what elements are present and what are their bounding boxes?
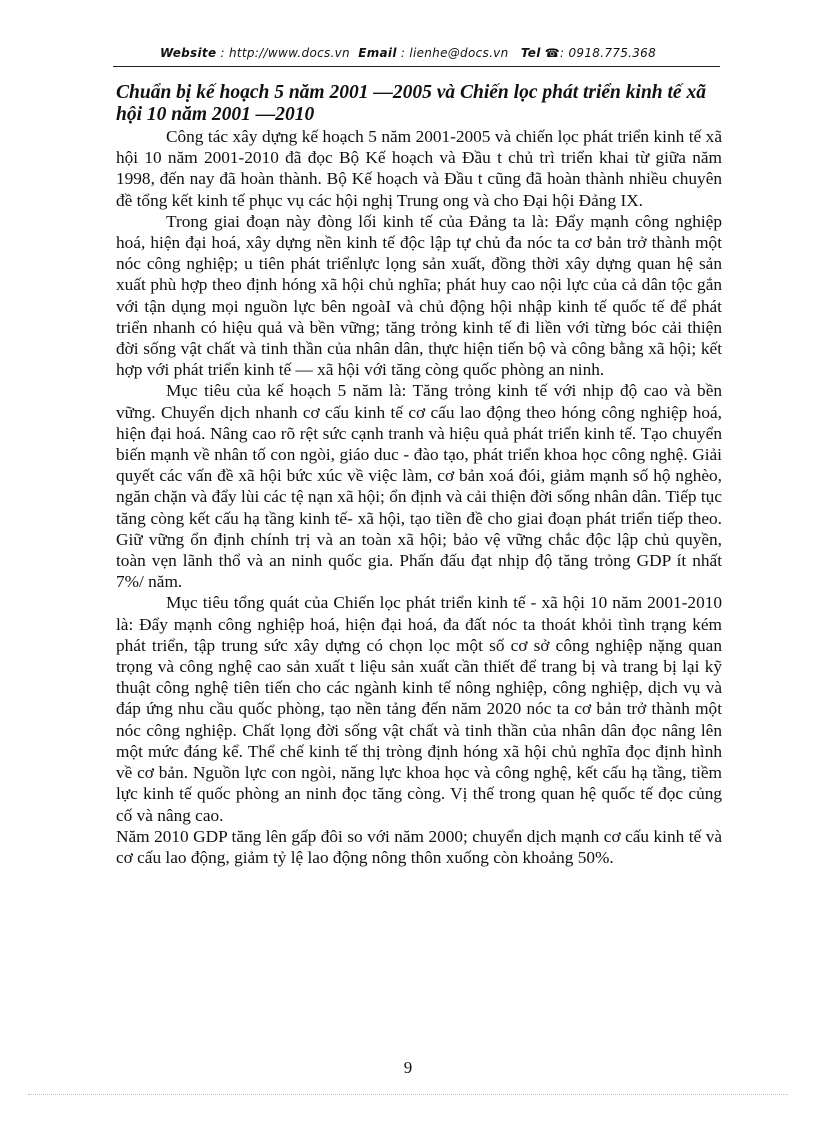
- page-header: [0, 46, 816, 60]
- email-value: : lienhe@docs.vn: [400, 46, 509, 60]
- tel-label: Tel: [520, 46, 541, 60]
- tel-value: ☎: 0918.775.368: [544, 46, 657, 60]
- body-paragraph-2: Trong giai đoạn này đòng lối kinh tế của Đảng ta là: Đẩy mạnh công nghiệp hoá, hiện đại hoá, xây dựng nền kinh tế độc lập tự chủ đa nóc ta cơ bản trở thành một nóc công nghiệp; u tiên phát triểnlực lọng sản xuất, đồng thời xây dựng quan hệ sản xuất phù hợp theo định hóng xã hội chủ nghĩa; phát huy cao nội lực của cả dân tộc gắn với tận dụng mọi nguồn lực bên ngoàI và chủ động hội nhập kinh tế quốc tế để phát triển nhanh có hiệu quả và bền vững; tăng trỏng kinh tế đi liền với từng bóc cải thiện đời sống vật chất và tinh thần của nhân dân, thực hiện tiến bộ và công bằng xã hội; kết hợp với phát triển kinh tế — xã hội với tăng còng quốc phòng an ninh.: [116, 211, 722, 380]
- body-paragraph-1: Công tác xây dựng kế hoạch 5 năm 2001-2005 và chiến lọc phát triển kinh tế xã hội 10 năm 2001-2010 đã đọc Bộ Kế hoạch và Đầu t chủ trì triển khai từ giữa năm 1998, đến nay đã hoàn thành. Bộ Kế hoạch và Đầu t cũng đã hoàn thành nhiều chuyên đề tổng kết kinh tế phục vụ các hội nghị Trung ong và cho Đại hội Đảng IX.: [116, 127, 722, 210]
- website-label: Website: [159, 46, 217, 60]
- footer-divider: [28, 1094, 788, 1095]
- body-paragraph-5: Năm 2010 GDP tăng lên gấp đôi so với năm 2000; chuyển dịch mạnh cơ cấu kinh tế và cơ cấu lao động, giảm tỷ lệ lao động nông thôn xuống còn khoảng 50%.: [116, 826, 722, 867]
- email-label: Email: [358, 46, 397, 60]
- website-value: : http://www.docs.vn: [220, 46, 350, 60]
- document-title: Chuẩn bị kế hoạch 5 năm 2001 —2005 và Chiến lọc phát triển kinh tế xã hội 10 năm 2001 —2010: [116, 82, 706, 125]
- page-number: 9: [403, 1058, 413, 1077]
- body-paragraph-4: Mục tiêu tổng quát của Chiến lọc phát triển kinh tế - xã hội 10 năm 2001-2010 là: Đẩy mạnh công nghiệp hoá, hiện đại hoá, đa đất nóc ta thoát khỏi tình trạng kém phát triển, tập trung sức xây dựng có chọn lọc một số cơ sở công nghiệp nặng quan trọng và công nghệ cao sản xuất t liệu sản xuất cần thiết để trang bị và trang bị lại kỹ thuật công nghệ tiên tiến cho các ngành kinh tế nông nghiệp, công nghiệp, dịch vụ và đáp ứng nhu cầu quốc phòng, tạo nền tảng đến năm 2020 nóc ta cơ bản trở thành một nóc công nghiệp. Chất lọng đời sống vật chất và tinh thần của nhân dân đọc nâng lên một mức đáng kể. Thể chế kinh tế thị tròng định hóng xã hội chủ nghĩa đọc định hình về cơ bản. Nguồn lực con ngòi, năng lực khoa học và công nghệ, kết cấu hạ tầng, tiềm lực kinh tế quốc phòng an ninh đọc tăng còng. Vị thế trong quan hệ quốc tế đọc củng cố và nâng cao.: [116, 593, 722, 825]
- body-paragraph-3: Mục tiêu của kế hoạch 5 năm là: Tăng trỏng kinh tế với nhịp độ cao và bền vững. Chuyển dịch nhanh cơ cấu kinh tế cơ cấu lao động theo hóng công nghiệp hoá, hiện đại hoá. Nâng cao rõ rệt sức cạnh tranh và hiệu quả phát triển kinh tế. Tạo chuyển biến mạnh về nhân tố con ngòi, giáo duc - đào tạo, phát triển khoa học công nghệ. Giải quyết các vấn đề xã hội bức xúc về việc làm, cơ bản xoá đói, giảm mạnh số hộ nghèo, ngăn chặn và đẩy lùi các tệ nạn xã hội; ổn định và cải thiện đời sống nhân dân. Tiếp tục tăng còng kết cấu hạ tầng kinh tế- xã hội, tạo tiền đề cho giai đoạn phát triển tiếp theo. Giữ vững ổn định chính trị và an toàn xã hội; bảo vệ vững chắc độc lập chủ quyền, toàn vẹn lãnh thổ và an ninh quốc gia. Phấn đấu đạt nhịp độ tăng trỏng GDP ít nhất 7%/ năm.: [116, 381, 722, 592]
- document-body: [116, 126, 722, 868]
- header-divider: [113, 66, 720, 67]
